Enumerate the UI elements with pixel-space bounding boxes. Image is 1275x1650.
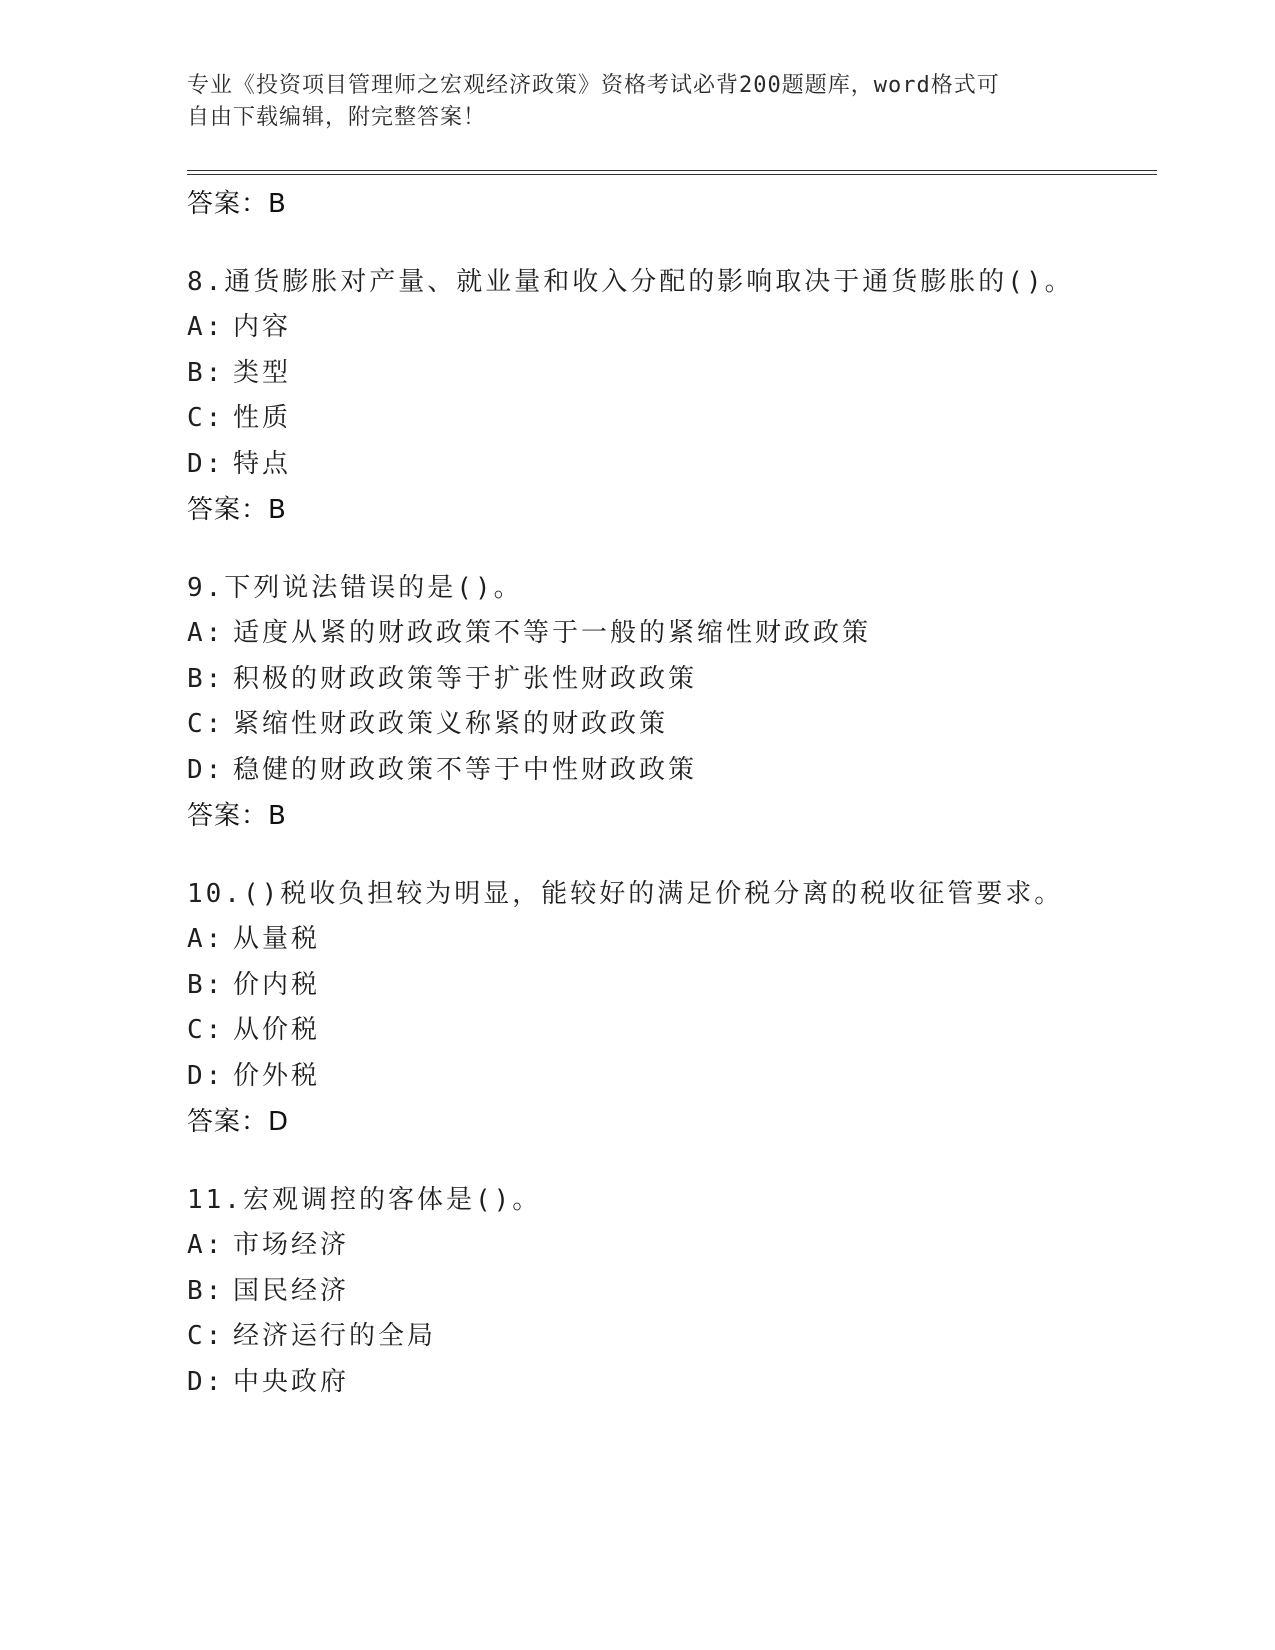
- option-row: [187, 657, 1157, 703]
- option-text: 从价税: [233, 1015, 321, 1045]
- option-text: 积极的财政政策等于扩张性财政政策: [233, 663, 698, 694]
- option-letter: D:: [187, 1060, 225, 1091]
- option-row: [187, 442, 1157, 488]
- option-text: 从量税: [233, 924, 321, 954]
- option-row: [187, 917, 1157, 963]
- question-block: [187, 259, 1157, 533]
- option-text: 适度从紧的财政政策不等于一般的紧缩性财政政策: [233, 618, 872, 648]
- option-letter: C:: [187, 1321, 225, 1351]
- option-letter: B:: [187, 969, 225, 1000]
- option-letter: A:: [187, 924, 225, 954]
- option-text: 国民经济: [233, 1275, 350, 1306]
- option-text: 性质: [233, 403, 292, 433]
- option-text: 类型: [233, 357, 292, 388]
- option-row: [187, 305, 1157, 351]
- option-row: [187, 611, 1157, 657]
- answer-label: 答案：B: [187, 189, 287, 219]
- option-letter: D:: [187, 1366, 225, 1397]
- option-letter: A:: [187, 312, 225, 342]
- option-letter: D:: [187, 754, 225, 785]
- option-text: 市场经济: [233, 1230, 350, 1260]
- option-letter: B:: [187, 663, 225, 694]
- option-row: [187, 1269, 1157, 1315]
- question-block: [187, 1177, 1157, 1405]
- question-text: 10.()税收负担较为明显，能较好的满足价税分离的税收征管要求。: [187, 879, 1064, 909]
- option-row: [187, 702, 1157, 748]
- option-letter: A:: [187, 1230, 225, 1260]
- option-letter: C:: [187, 1015, 225, 1045]
- document-header: [187, 70, 1057, 134]
- option-row: [187, 1360, 1157, 1406]
- option-letter: B:: [187, 1275, 225, 1306]
- option-text: 价内税: [233, 969, 321, 1000]
- option-row: [187, 1314, 1157, 1360]
- option-row: [187, 963, 1157, 1009]
- question-text: 8.通货膨胀对产量、就业量和收入分配的影响取决于通货膨胀的()。: [187, 267, 1074, 297]
- answer-label: 答案：B: [187, 495, 287, 525]
- option-row: [187, 1008, 1157, 1054]
- header-divider: [187, 170, 1157, 175]
- option-letter: B:: [187, 357, 225, 388]
- answer-label: 答案：D: [187, 1107, 290, 1137]
- option-letter: C:: [187, 709, 225, 739]
- option-letter: A:: [187, 618, 225, 648]
- option-text: 内容: [233, 312, 292, 342]
- option-row: [187, 1054, 1157, 1100]
- question-list: [187, 259, 1157, 1405]
- option-text: 经济运行的全局: [233, 1321, 437, 1351]
- option-text: 稳健的财政政策不等于中性财政政策: [233, 754, 698, 785]
- option-text: 特点: [233, 448, 292, 479]
- option-row: [187, 748, 1157, 794]
- option-letter: C:: [187, 403, 225, 433]
- header-line-1: 专业《投资项目管理师之宏观经济政策》资格考试必背200题题库，word格式可: [187, 73, 1000, 98]
- question-text: 11.宏观调控的客体是()。: [187, 1185, 542, 1215]
- question-block: [187, 565, 1157, 839]
- option-row: [187, 351, 1157, 397]
- option-text: 价外税: [233, 1060, 321, 1091]
- answer-label: 答案：B: [187, 801, 287, 831]
- question-block: [187, 871, 1157, 1145]
- document-page: [187, 70, 1157, 1405]
- option-letter: D:: [187, 448, 225, 479]
- option-row: [187, 1223, 1157, 1269]
- header-line-2: 自由下载编辑，附完整答案！: [187, 105, 487, 130]
- question-text: 9.下列说法错误的是()。: [187, 573, 523, 603]
- option-row: [187, 396, 1157, 442]
- option-text: 中央政府: [233, 1366, 350, 1397]
- option-text: 紧缩性财政政策义称紧的财政政策: [233, 709, 669, 739]
